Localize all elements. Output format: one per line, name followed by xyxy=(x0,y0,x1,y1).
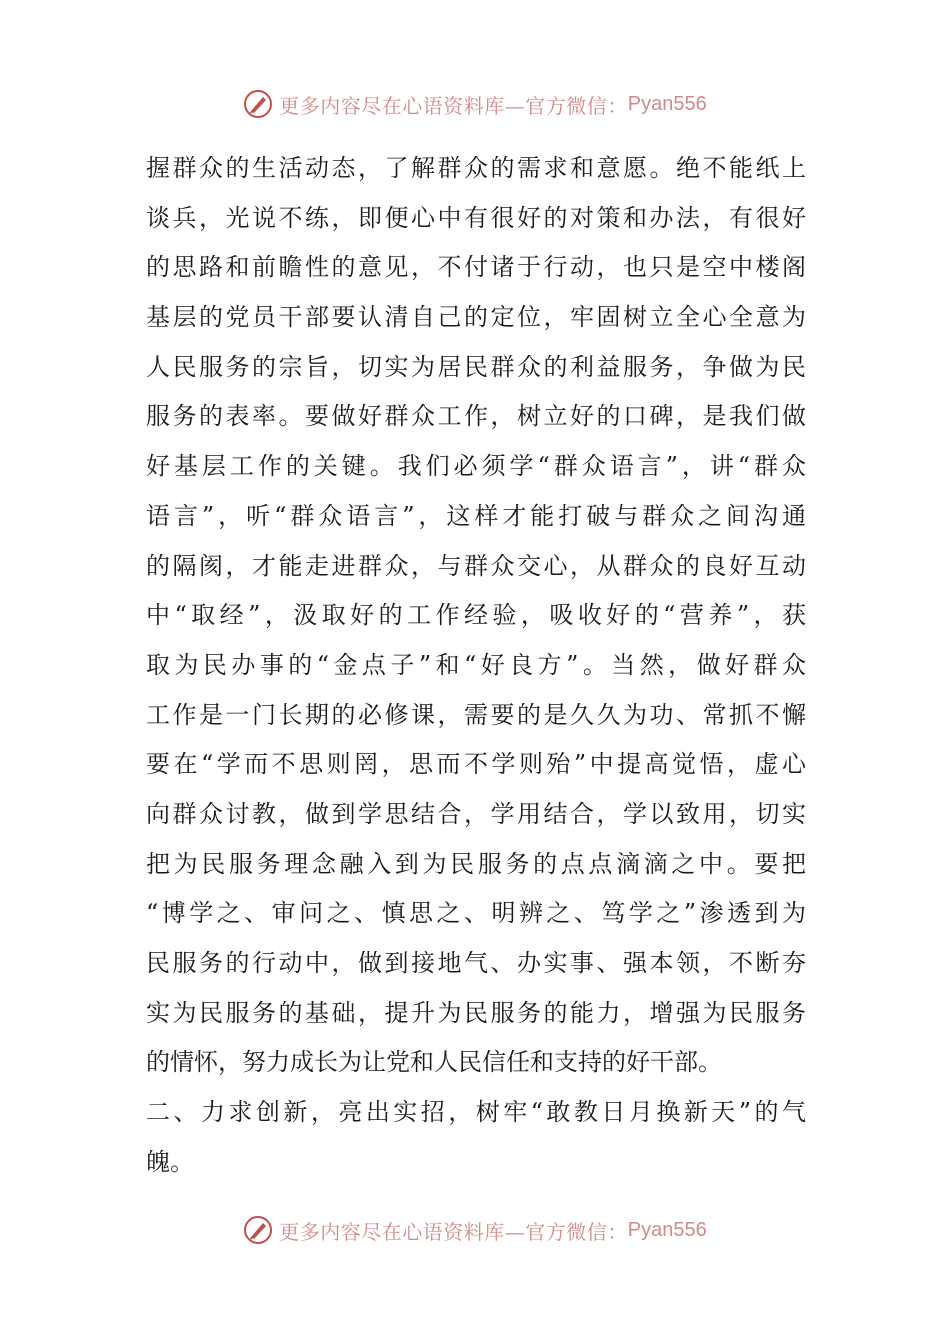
document-body xyxy=(146,144,806,1187)
body-line: 谈兵，光说不练，即便心中有很好的对策和办法，有很好 xyxy=(146,203,806,232)
quill-logo-icon xyxy=(243,1215,273,1245)
body-line: 中“取经”，汲取好的工作经验，吸收好的“营养”，获 xyxy=(146,601,806,630)
body-line: 的思路和前瞻性的意见，不付诸于行动，也只是空中楼阁 xyxy=(146,253,806,282)
section-heading-end: 魄。 xyxy=(146,1147,194,1176)
footer-wechat-id: Pyan556 xyxy=(627,1218,707,1241)
section-heading: 二、力求创新，亮出实招，树牢“敢教日月换新天”的气 xyxy=(146,1098,806,1127)
body-line: 握群众的生活动态，了解群众的需求和意愿。绝不能纸上 xyxy=(146,154,806,182)
header-brand-text: 更多内容尽在心语资料库—官方微信： xyxy=(279,93,628,118)
body-line: 人民服务的宗旨，切实为居民群众的利益服务，争做为民 xyxy=(146,352,806,381)
body-line: 民服务的行动中，做到接地气、办实事、强本领，不断夯 xyxy=(146,949,806,977)
footer-brand-text: 更多内容尽在心语资料库—官方微信： xyxy=(279,1219,628,1244)
body-line: 语言”，听“群众语言”，这样才能打破与群众之间沟通 xyxy=(146,501,806,530)
footer-banner xyxy=(0,1210,950,1250)
body-line: 要在“学而不思则罔，思而不学则殆”中提高觉悟，虚心 xyxy=(146,750,806,779)
header-banner xyxy=(0,84,950,124)
body-line: 工作是一门长期的必修课，需要的是久久为功、常抓不懈 xyxy=(146,700,806,729)
quill-logo-icon xyxy=(243,89,273,119)
body-line: 向群众讨教，做到学思结合，学用结合，学以致用，切实 xyxy=(146,799,806,828)
body-line: 基层的党员干部要认清自己的定位，牢固树立全心全意为 xyxy=(146,303,806,332)
header-wechat-id: Pyan556 xyxy=(627,92,707,115)
body-line: “博学之、审问之、慎思之、明辨之、笃学之”渗透到为 xyxy=(146,899,806,928)
body-line: 取为民办事的“金点子”和“好良方”。当然，做好群众 xyxy=(146,650,806,679)
body-line: 好基层工作的关键。我们必须学“群众语言”，讲“群众 xyxy=(146,452,806,481)
body-line: 的隔阂，才能走进群众，与群众交心，从群众的良好互动 xyxy=(146,551,806,580)
body-line: 服务的表率。要做好群众工作，树立好的口碑，是我们做 xyxy=(146,402,806,431)
body-line: 的情怀，努力成长为让党和人民信任和支持的好干部。 xyxy=(146,1048,722,1077)
body-line: 实为民服务的基础，提升为民服务的能力，增强为民服务 xyxy=(146,998,806,1027)
body-line: 把为民服务理念融入到为民服务的点点滴滴之中。要把 xyxy=(146,849,806,878)
